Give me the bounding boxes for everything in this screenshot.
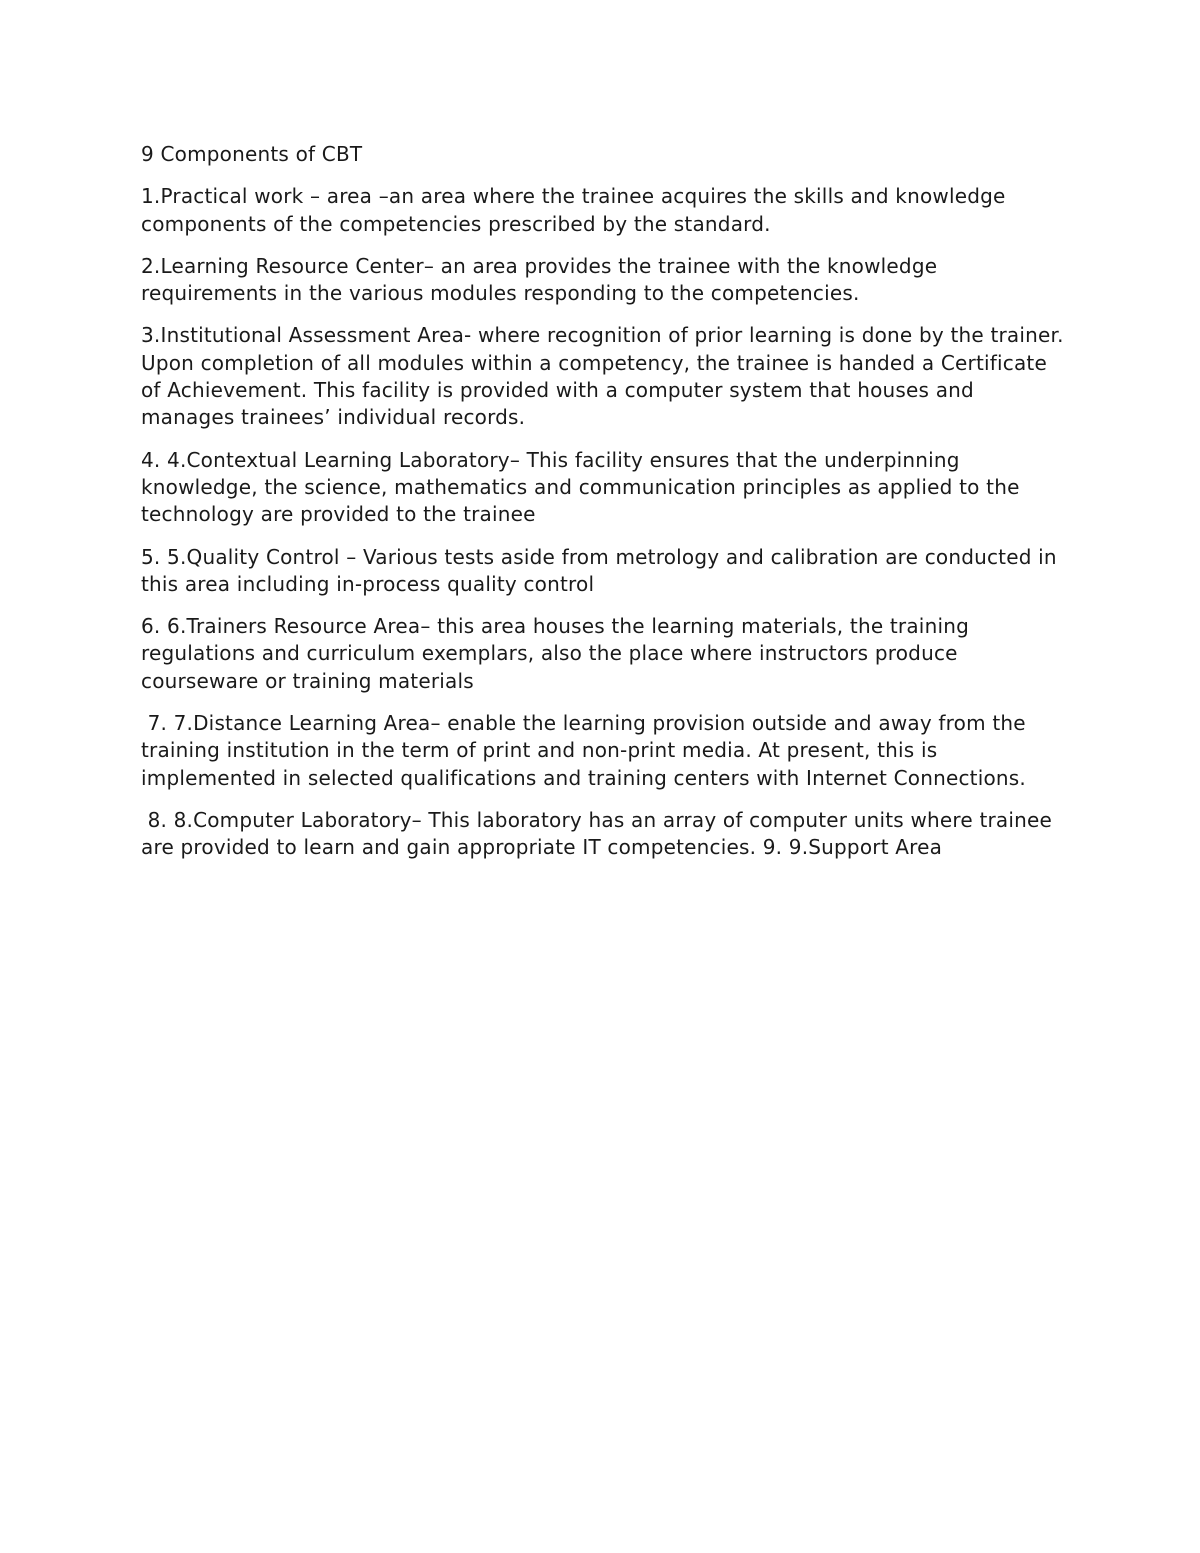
paragraph-institutional-assessment: 3.Institutional Assessment Area- where recognition of prior learning is done by the trainer. Upon completion of all modules within a competency, the trainee is handed a Certificate of Achievement. This facility is provided with a computer system that houses and manages trainees’ individual records. [141, 323, 1071, 430]
paragraph-quality-control: 5. 5.Quality Control – Various tests aside from metrology and calibration are conducted in this area including in-process quality control [141, 544, 1064, 596]
paragraph-computer-laboratory: 8. 8.Computer Laboratory– This laboratory has an array of computer units where trainee are provided to learn and gain appropriate IT competencies. 9. 9.Support Area [141, 807, 1059, 860]
paragraph-trainers-resource: 6. 6.Trainers Resource Area– this area houses the learning materials, the training regulations and curriculum exemplars, also the place where instructors produce courseware or training materials [141, 614, 976, 693]
document-title: 9 Components of CBT [141, 142, 363, 166]
paragraph-practical-work: 1.Practical work – area –an area where the trainee acquires the skills and knowledge components of the competencies prescribed by the standard. [141, 184, 1013, 236]
document-body [141, 141, 1071, 877]
paragraph-distance-learning: 7. 7.Distance Learning Area– enable the learning provision outside and away from the training institution in the term of print and non-print media. At present, this is implemented in selected qualifications and training centers with Internet Connections. [141, 711, 1033, 790]
paragraph-learning-resource-center: 2.Learning Resource Center– an area provides the trainee with the knowledge requirements in the various modules responding to the competencies. [141, 253, 944, 306]
paragraph-contextual-learning: 4. 4.Contextual Learning Laboratory– This facility ensures that the underpinning knowledge, the science, mathematics and communication principles as applied to the technology are provided to the trainee [141, 447, 1027, 527]
